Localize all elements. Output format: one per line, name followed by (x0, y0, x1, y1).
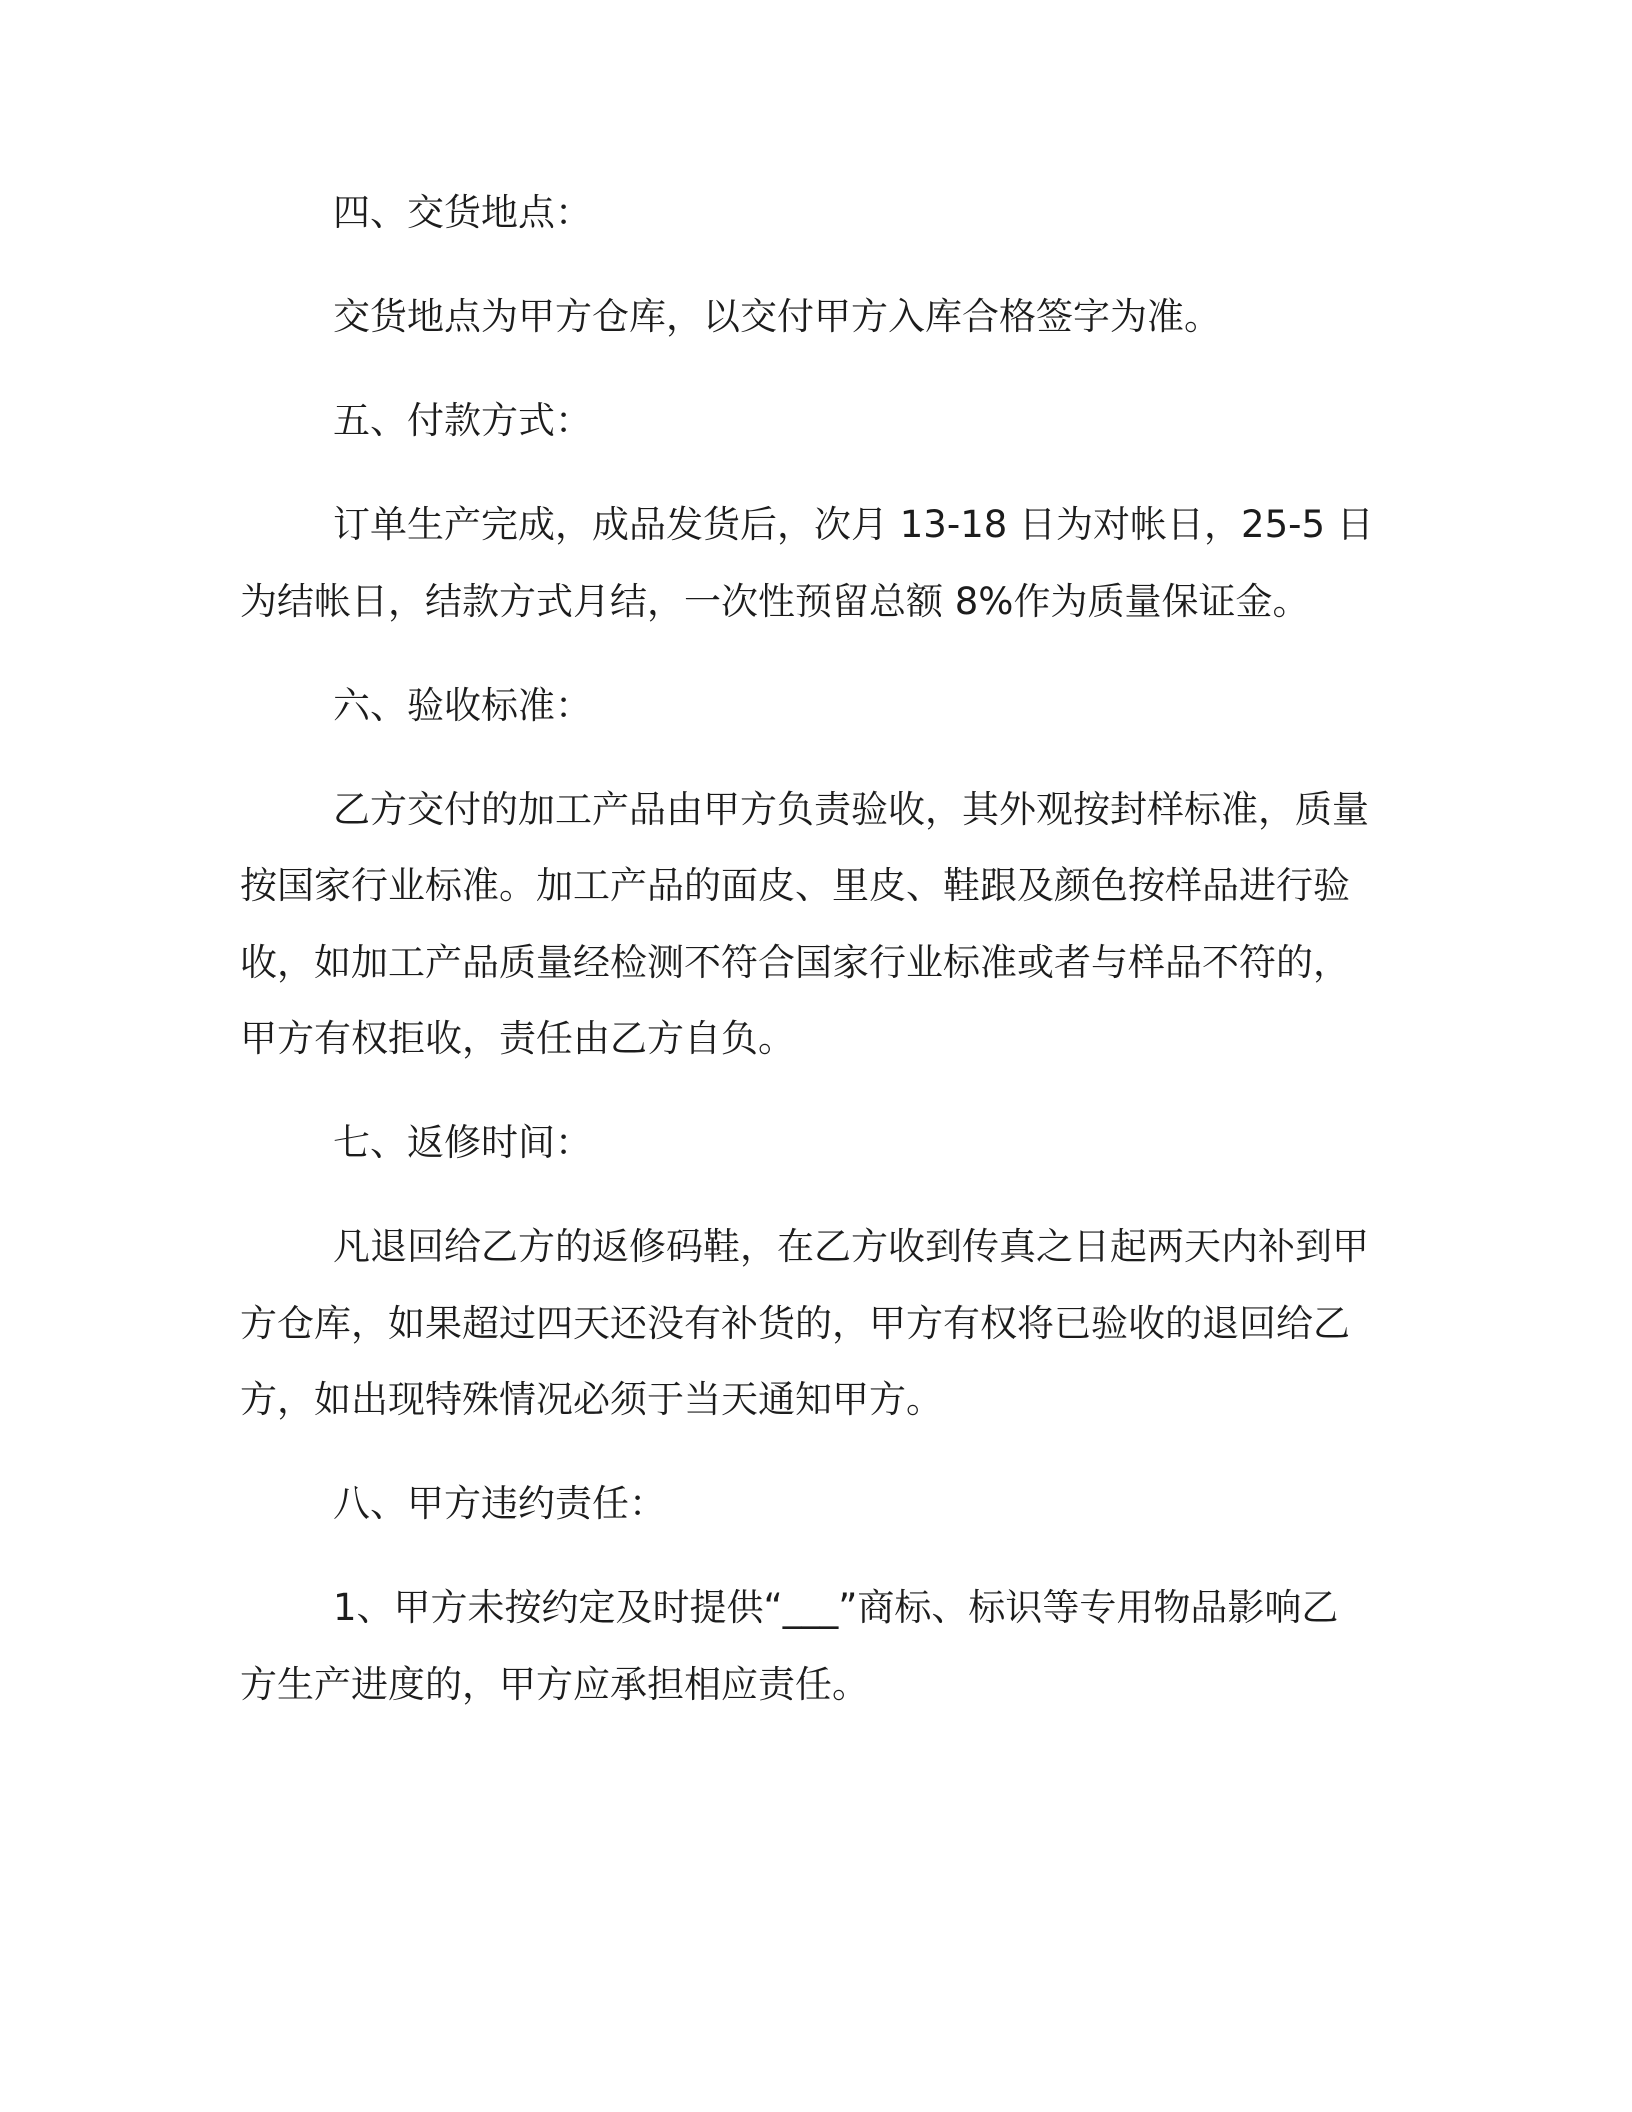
section-heading (240, 668, 1632, 745)
paragraph-line: 乙方交付的加工产品由甲方负责验收，其外观按封样标准，质量 (333, 787, 1369, 831)
heading-text: 八、甲方违约责任： (333, 1482, 666, 1525)
heading-text: 五、付款方式： (333, 399, 592, 442)
heading-text: 六、验收标准： (333, 683, 592, 727)
section-heading (240, 383, 1632, 460)
section-paragraph (240, 1209, 1632, 1439)
paragraph-line: 1、甲方未按约定及时提供“___”商标、标识等专用物品影响乙 (333, 1586, 1339, 1629)
paragraph-line: 为结帐日，结款方式月结，一次性预留总额 8%作为质量保证金。 (240, 579, 1310, 623)
paragraph-line: 交货地点为甲方仓库，以交付甲方入库合格签字为准。 (333, 295, 1221, 338)
paragraph-line: 按国家行业标准。加工产品的面皮、里皮、鞋跟及颜色按样品进行验 (240, 864, 1350, 907)
section-paragraph (240, 1570, 1632, 1723)
paragraph-line: 凡退回给乙方的返修码鞋，在乙方收到传真之日起两天内补到甲 (333, 1225, 1369, 1268)
section-heading (240, 1466, 1632, 1543)
heading-text: 七、返修时间： (333, 1121, 592, 1164)
paragraph-line: 方，如出现特殊情况必须于当天通知甲方。 (240, 1378, 943, 1421)
section-paragraph (240, 487, 1632, 640)
section-paragraph (240, 279, 1632, 356)
heading-text: 四、交货地点： (333, 191, 592, 234)
section-paragraph (240, 772, 1632, 1078)
section-heading (240, 175, 1632, 252)
paragraph-line: 方生产进度的，甲方应承担相应责任。 (240, 1662, 869, 1706)
paragraph-line: 收，如加工产品质量经检测不符合国家行业标准或者与样品不符的， (240, 940, 1350, 984)
paragraph-line: 甲方有权拒收，责任由乙方自负。 (240, 1017, 795, 1060)
paragraph-line: 方仓库，如果超过四天还没有补货的，甲方有权将已验收的退回给乙 (240, 1301, 1350, 1345)
section-heading (240, 1105, 1632, 1182)
paragraph-line: 订单生产完成，成品发货后，次月 13-18 日为对帐日，25-5 日 (333, 503, 1374, 546)
